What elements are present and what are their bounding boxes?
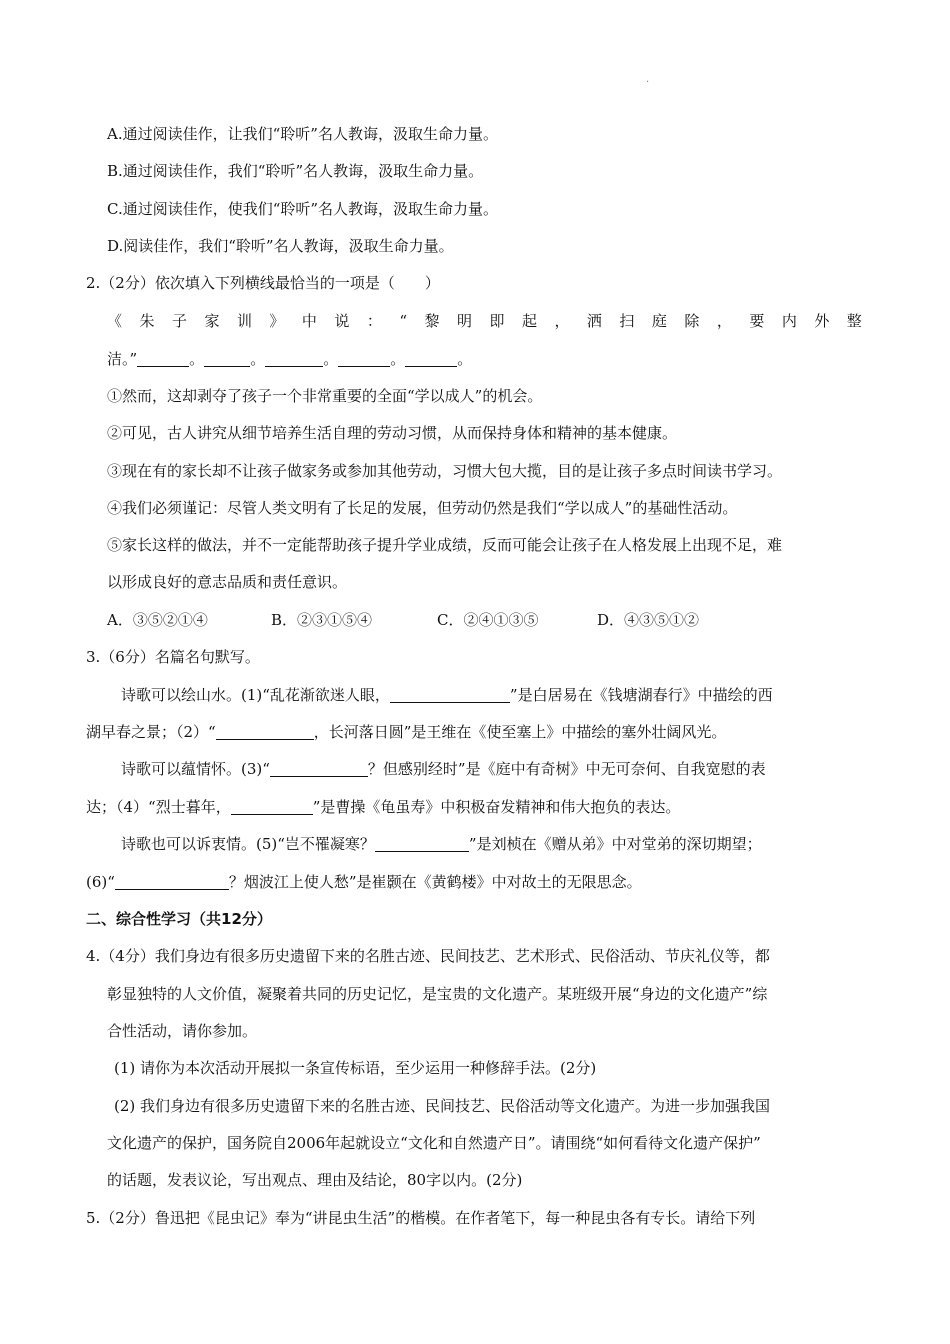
- fill-blank[interactable]: [265, 350, 323, 367]
- q4-sub2-line2: 文化遗产的保护，国务院自2006年起就设立“文化和自然遗产日”。请围绕“如何看待文化遗产保护”: [107, 1134, 761, 1152]
- q5-stem-line1: 5.（2分）鲁迅把《昆虫记》奉为“讲昆虫生活”的楷模。在作者笔下，每一种昆虫各有专长。请给下列: [86, 1209, 756, 1227]
- q2-option-b[interactable]: B．②③①⑤④: [271, 611, 373, 629]
- fill-blank[interactable]: [338, 350, 390, 367]
- q2-option-d[interactable]: D．④③⑤①②: [597, 611, 700, 629]
- q2-sentence-2: ②可见，古人讲究从细节培养生活自理的劳动习惯，从而保持身体和精神的基本健康。: [107, 424, 678, 442]
- q2-quote-line2: 洁。” 。 。 。 。 。: [107, 350, 473, 368]
- section-2-title: 二、综合性学习（共12分）: [86, 910, 272, 928]
- q3-para1-line1: 诗歌可以绘山水。(1)“乱花渐欲迷人眼， ”是白居易在《钱塘湖春行》中描绘的西: [121, 686, 773, 704]
- q4-sub1: (1) 请你为本次活动开展拟一条宣传标语，至少运用一种修辞手法。(2分): [114, 1059, 597, 1077]
- q4-sub2-line3: 的话题，发表议论，写出观点、理由及结论，80字以内。(2分): [107, 1171, 523, 1189]
- q4-stem-line1: 4.（4分）我们身边有很多历史遗留下来的名胜古迹、民间技艺、艺术形式、民俗活动、节庆礼仪等，都: [86, 947, 770, 965]
- q3-para1-line2: 湖早春之景；（2）“ ，长河落日圆”是王维在《使至塞上》中描绘的塞外壮阔风光。: [86, 723, 727, 741]
- fill-blank[interactable]: [270, 760, 368, 777]
- q2-sentence-5: ⑤家长这样的做法，并不一定能帮助孩子提升学业成绩，反而可能会让孩子在人格发展上出现不足，难: [107, 536, 783, 554]
- q1-option-c: C.通过阅读佳作，使我们“聆听”名人教诲，汲取生命力量。: [107, 200, 499, 218]
- q4-stem-line3: 合性活动，请你参加。: [107, 1022, 258, 1040]
- q2-option-c[interactable]: C．②④①③⑤: [437, 611, 539, 629]
- q3-stem: 3.（6分）名篇名句默写。: [86, 648, 260, 666]
- q3-para2-line2: 达；（4）“烈士暮年， ”是曹操《龟虽寿》中积极奋发精神和伟大抱负的表达。: [86, 798, 681, 816]
- fill-blank[interactable]: [204, 350, 250, 367]
- q2-sentence-5-cont: 以形成良好的意志品质和责任意识。: [107, 573, 348, 591]
- q2-stem: 2.（2分）依次填入下列横线最恰当的一项是（ ）: [86, 274, 440, 292]
- q3-para3-line2: (6)“ ？烟波江上使人愁”是崔颢在《黄鹤楼》中对故土的无限思念。: [86, 873, 642, 891]
- q2-sentence-1: ①然而，这却剥夺了孩子一个非常重要的全面“学以成人”的机会。: [107, 387, 543, 405]
- fill-blank[interactable]: [390, 686, 510, 703]
- q2-quote-line1: 《 朱 子 家 训 》 中 说 ： “ 黎 明 即 起 ， 洒 扫 庭 除 ， 要 内 外 整: [107, 312, 862, 330]
- q4-sub2-line1: (2) 我们身边有很多历史遗留下来的名胜古迹、民间技艺、民俗活动等文化遗产。为进一步加强我国: [114, 1097, 771, 1115]
- q2-sentence-3: ③现在有的家长却不让孩子做家务或参加其他劳动，习惯大包大揽，目的是让孩子多点时间读书学习。: [107, 462, 783, 480]
- fill-blank[interactable]: [115, 873, 229, 890]
- header-dot: .: [646, 74, 650, 85]
- q1-option-d: D.阅读佳作，我们“聆听”名人教诲，汲取生命力量。: [107, 237, 454, 255]
- fill-blank[interactable]: [375, 835, 469, 852]
- q4-stem-line2: 彰显独特的人文价值，凝聚着共同的历史记忆，是宝贵的文化遗产。某班级开展“身边的文化遗产”综: [107, 985, 768, 1003]
- fill-blank[interactable]: [216, 723, 314, 740]
- fill-blank[interactable]: [137, 350, 189, 367]
- q2-option-a[interactable]: A．③⑤②①④: [107, 611, 208, 629]
- q1-option-b: B.通过阅读佳作，我们“聆听”名人教诲，汲取生命力量。: [107, 162, 484, 180]
- q3-para2-line1: 诗歌可以蕴情怀。(3)“ ？但感别经时”是《庭中有奇树》中无可奈何、自我宽慰的表: [121, 760, 766, 778]
- fill-blank[interactable]: [231, 798, 313, 815]
- fill-blank[interactable]: [405, 350, 457, 367]
- q3-para3-line1: 诗歌也可以诉衷情。(5)“岂不罹凝寒？ ”是刘桢在《赠从弟》中对堂弟的深切期望；: [121, 835, 762, 853]
- q2-sentence-4: ④我们必须谨记：尽管人类文明有了长足的发展，但劳动仍然是我们“学以成人”的基础性活动。: [107, 499, 738, 517]
- q1-option-a: A.通过阅读佳作，让我们“聆听”名人教诲，汲取生命力量。: [107, 125, 498, 143]
